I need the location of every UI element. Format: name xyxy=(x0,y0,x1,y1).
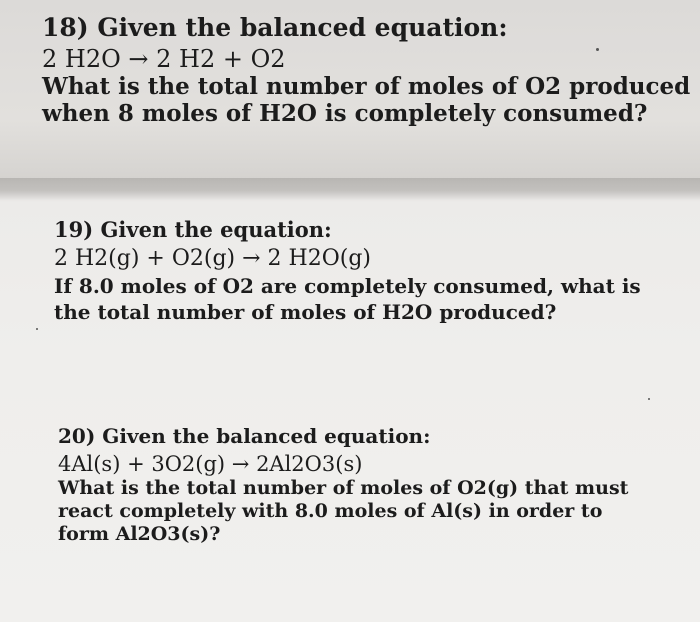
question-text-line: when 8 moles of H2O is completely consumed? xyxy=(42,100,648,128)
question-header: 20) Given the balanced equation: xyxy=(58,424,431,448)
chemical-equation: 2 H2(g) + O2(g) → 2 H2O(g) xyxy=(54,246,372,272)
chemical-equation: 4Al(s) + 3O2(g) → 2Al2O3(s) xyxy=(58,452,363,476)
question-text-line: What is the total number of moles of O2 produced xyxy=(42,72,691,100)
question-text-line: What is the total number of moles of O2(g) that must xyxy=(58,477,629,500)
question-18 xyxy=(42,14,690,126)
question-text-line: form Al2O3(s)? xyxy=(58,522,221,545)
paper-speck xyxy=(648,398,650,400)
paper-speck xyxy=(596,48,599,51)
chemical-equation: 2 H2O → 2 H2 + O2 xyxy=(42,44,286,73)
question-header: 18) Given the balanced equation: xyxy=(42,13,508,42)
question-20 xyxy=(58,425,628,545)
question-text-line: If 8.0 moles of O2 are completely consumed, what is xyxy=(54,274,641,299)
question-text-line: the total number of moles of H2O produced? xyxy=(54,300,557,325)
question-text-line: react completely with 8.0 moles of Al(s) in order to xyxy=(58,499,603,522)
question-19 xyxy=(54,218,641,323)
question-header: 19) Given the equation: xyxy=(54,217,332,242)
paper-fold-shadow xyxy=(0,178,700,202)
paper-speck xyxy=(36,328,38,330)
